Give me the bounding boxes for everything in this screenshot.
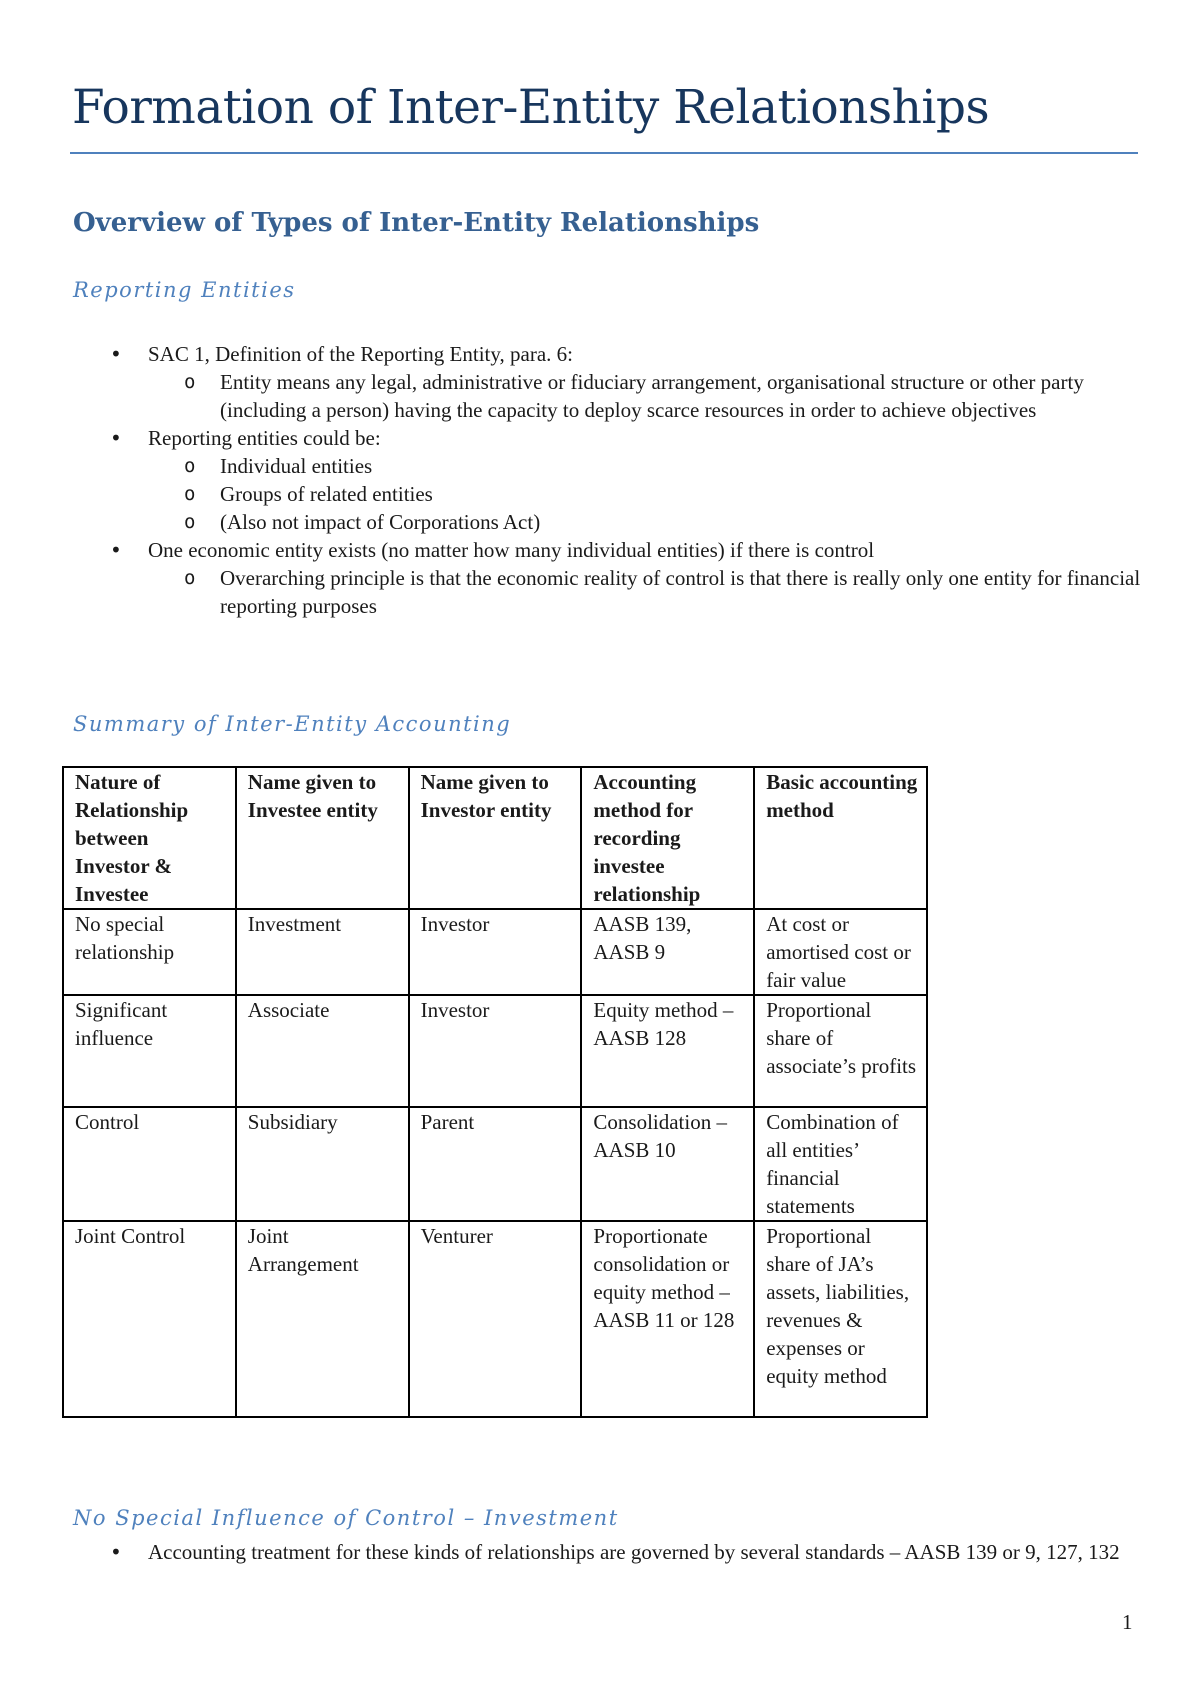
summary-table [62, 766, 928, 1418]
table-cell: Venturer [409, 1221, 582, 1417]
table-cell: Proportional share of associate’s profits [754, 995, 927, 1107]
table-row [63, 909, 927, 995]
table-cell: Proportional share of JA’s assets, liabilities, revenues & expenses or equity method [754, 1221, 927, 1417]
column-header: Accounting method for recording investee relationship [581, 767, 754, 909]
reporting-entities-list [74, 340, 1144, 620]
table-row [63, 995, 927, 1107]
list-item: • Accounting treatment for these kinds of relationships are governed by several standards – AASB 139 or 9, 127, 132 [74, 1538, 1144, 1566]
table-header-row [63, 767, 927, 909]
table-cell: No special relationship [63, 909, 236, 995]
sub-list [148, 368, 1144, 424]
sub-list-item: o Entity means any legal, administrative or fiduciary arrangement, organisational structure or other party (including a person) having the capacity to deploy scarce resources in order to achieve objectives [146, 368, 1144, 424]
table-cell: Parent [409, 1107, 582, 1221]
table-row [63, 1107, 927, 1221]
table-cell: Combination of all entities’ financial statements [754, 1107, 927, 1221]
table-cell: Significant influence [63, 995, 236, 1107]
overview-heading: Overview of Types of Inter-Entity Relationships [73, 208, 760, 238]
sub-list-item: o Groups of related entities [146, 480, 1144, 508]
table-cell: Joint Control [63, 1221, 236, 1417]
sub-list [148, 452, 1144, 536]
sub-list-item: o Individual entities [146, 452, 1144, 480]
table-cell: Consolidation – AASB 10 [581, 1107, 754, 1221]
column-header: Basic accounting method [754, 767, 927, 909]
summary-heading: Summary of Inter-Entity Accounting [73, 712, 512, 736]
sub-list-item: o Overarching principle is that the economic reality of control is that there is really only one entity for financial reporting purposes [146, 564, 1144, 620]
column-header: Name given to Investee entity [236, 767, 409, 909]
table-cell: AASB 139, AASB 9 [581, 909, 754, 995]
bullet-text: Reporting entities could be: [148, 426, 381, 450]
document-title: Formation of Inter-Entity Relationships [72, 80, 990, 135]
investment-list [74, 1538, 1144, 1566]
table-cell: Subsidiary [236, 1107, 409, 1221]
investment-heading: No Special Influence of Control – Investment [73, 1506, 619, 1530]
table-cell: At cost or amortised cost or fair value [754, 909, 927, 995]
list-item [74, 340, 1144, 424]
title-underline [70, 152, 1138, 154]
column-header: Nature of Relationship between Investor & Investee [63, 767, 236, 909]
page-number: 1 [1122, 1610, 1133, 1634]
table-cell: Associate [236, 995, 409, 1107]
list-item [74, 536, 1144, 620]
table-cell: Investor [409, 995, 582, 1107]
table-cell: Joint Arrangement [236, 1221, 409, 1417]
table-cell: Investment [236, 909, 409, 995]
table-row [63, 1221, 927, 1417]
table-cell: Proportionate consolidation or equity method – AASB 11 or 128 [581, 1221, 754, 1417]
bullet-text: SAC 1, Definition of the Reporting Entity, para. 6: [148, 342, 573, 366]
bullet-text: One economic entity exists (no matter how many individual entities) if there is control [148, 538, 875, 562]
list-item [74, 424, 1144, 536]
reporting-entities-heading: Reporting Entities [73, 278, 296, 302]
sub-list-item: o (Also not impact of Corporations Act) [146, 508, 1144, 536]
table-cell: Equity method – AASB 128 [581, 995, 754, 1107]
table-cell: Control [63, 1107, 236, 1221]
table-cell: Investor [409, 909, 582, 995]
sub-list [148, 564, 1144, 620]
column-header: Name given to Investor entity [409, 767, 582, 909]
